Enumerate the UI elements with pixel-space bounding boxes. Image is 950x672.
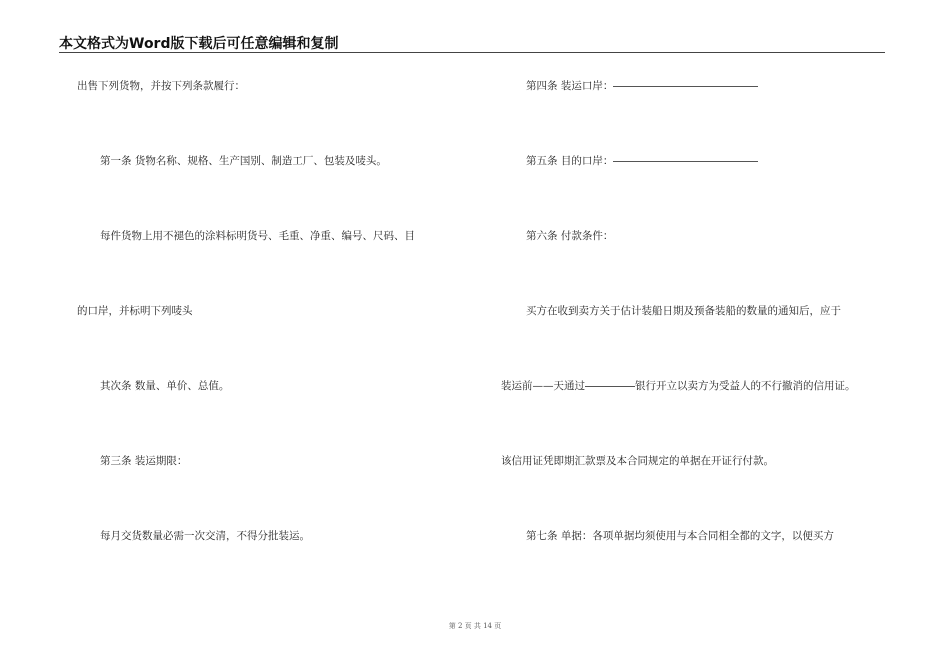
- lc-text-part2: 银行开立以卖方为受益人的不行撤消的信用证。: [635, 380, 856, 392]
- left-line-article2: 其次条 数量、单价、总值。: [100, 380, 230, 392]
- right-line-article6: 第六条 付款条件：: [526, 230, 614, 242]
- loading-port-blank: [613, 86, 758, 87]
- lc-text-part1: 装运前——天通过: [501, 380, 585, 392]
- page-number: 第 2 页 共 14 页: [448, 622, 502, 630]
- article5-label: 第五条 目的口岸：: [526, 155, 614, 167]
- right-line-article5: [526, 154, 758, 168]
- left-line-article1: 第一条 货物名称、规格、生产国别、制造工厂、包装及唛头。: [100, 155, 387, 167]
- right-line-article4: [526, 79, 758, 93]
- left-line-port-mark: 的口岸，并标明下列唛头: [77, 305, 193, 317]
- left-line-article3: 第三条 装运期限：: [100, 455, 188, 467]
- destination-port-blank: [613, 161, 758, 162]
- bank-name-blank: [585, 386, 635, 387]
- left-line-marking: 每件货物上用不褪色的涂料标明货号、毛重、净重、编号、尺码、目: [100, 230, 415, 242]
- right-line-buyer-notice: 买方在收到卖方关于估计装船日期及预备装船的数量的通知后，应于: [526, 305, 841, 317]
- right-line-letter-of-credit: [501, 379, 856, 393]
- right-line-lc-terms: 该信用证凭即期汇款票及本合同规定的单据在开证行付款。: [501, 455, 774, 467]
- header-divider: [59, 52, 885, 53]
- article4-label: 第四条 装运口岸：: [526, 80, 614, 92]
- left-line-intro: 出售下列货物，并按下列条款履行：: [77, 80, 245, 92]
- document-header-title: 本文格式为Word版下载后可任意编辑和复制: [59, 36, 339, 52]
- left-line-delivery: 每月交货数量必需一次交清，不得分批装运。: [100, 530, 310, 542]
- right-line-article7: 第七条 单据：各项单据均须使用与本合同相全都的文字，以便买方: [526, 530, 834, 542]
